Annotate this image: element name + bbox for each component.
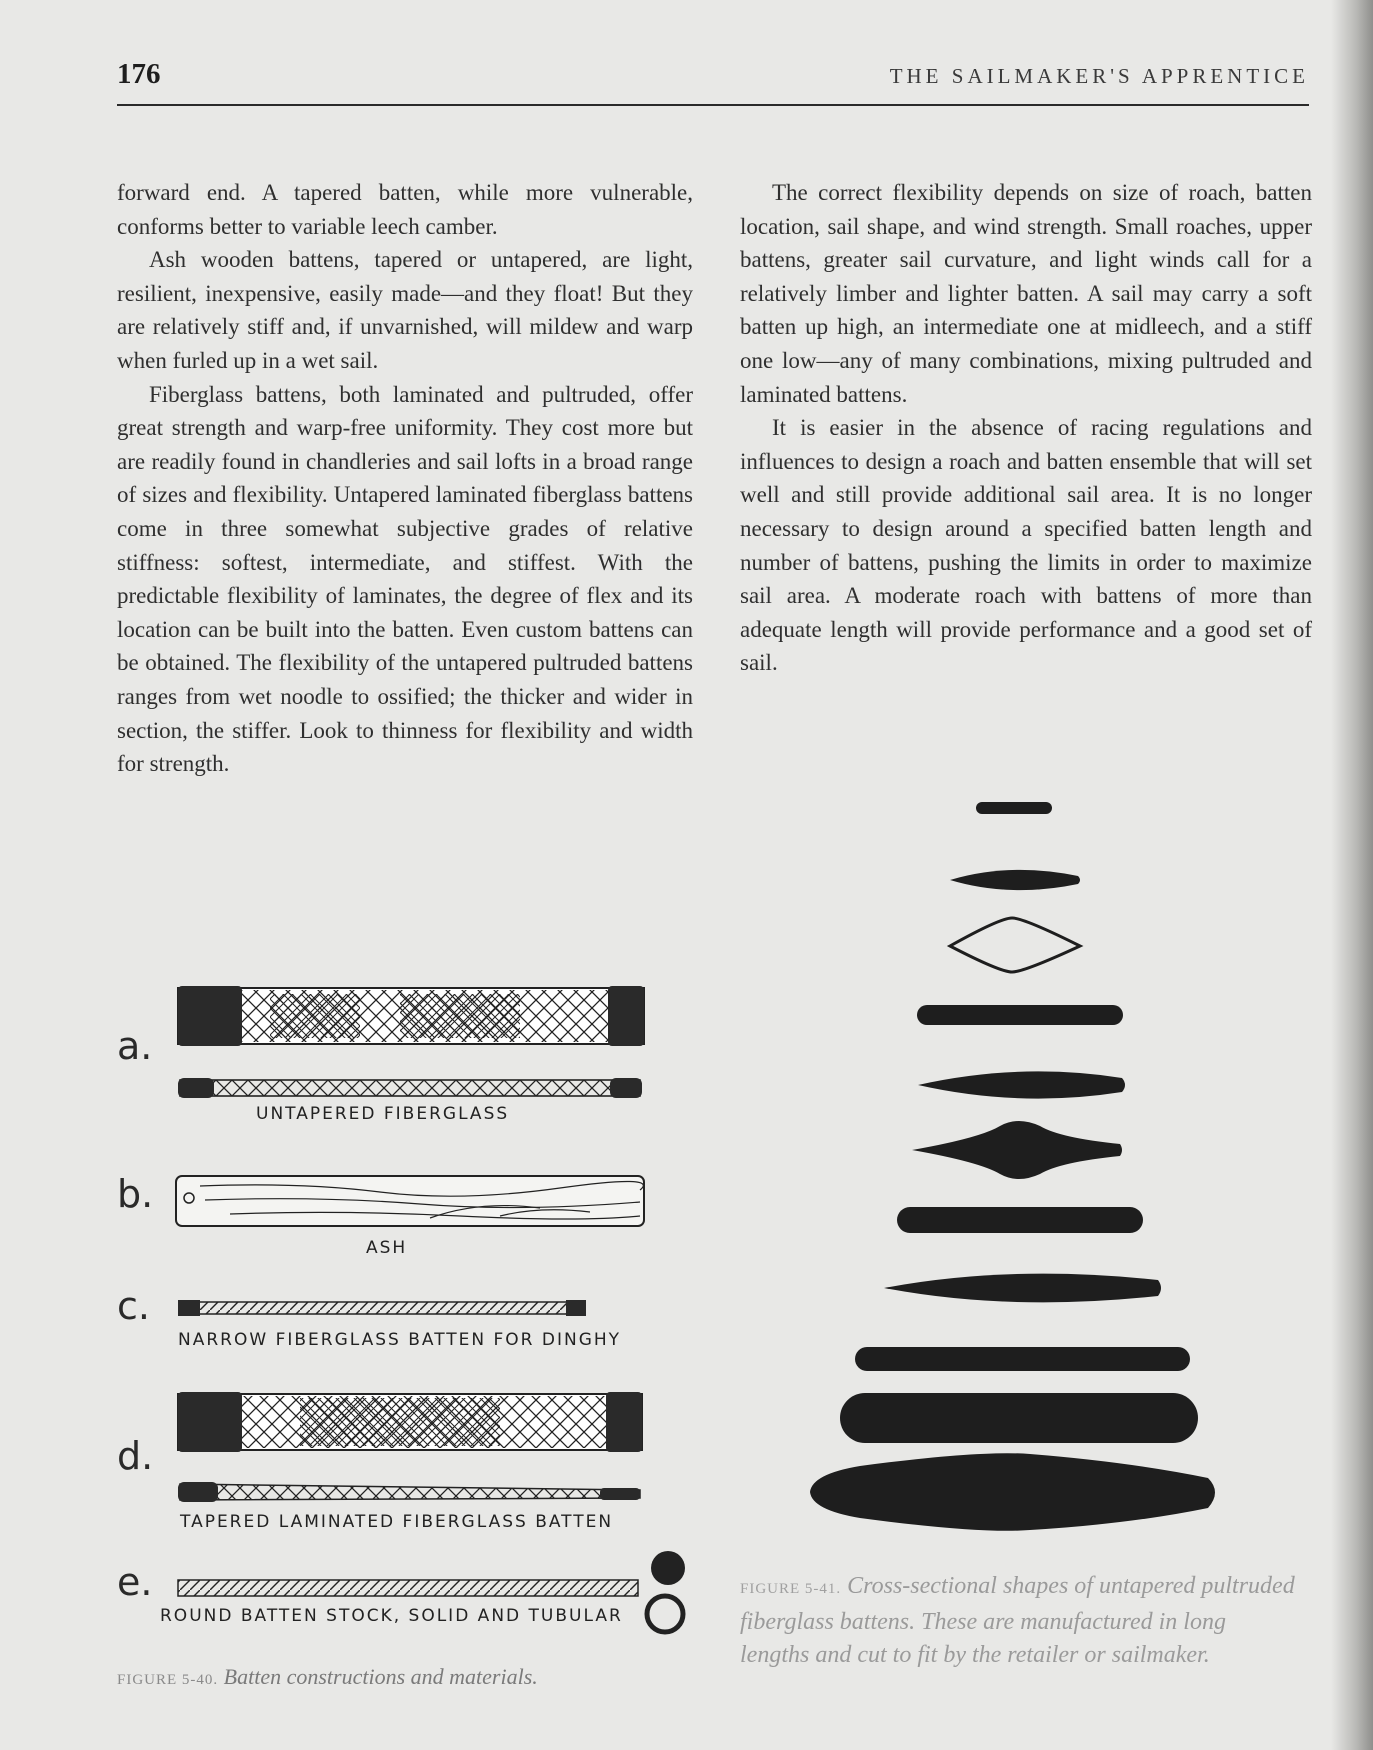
figure-5-40-number: FIGURE 5-40. (117, 1672, 219, 1688)
section-4 (917, 1005, 1123, 1025)
right-paragraph-2: It is easier in the absence of racing regulations and influences to design a roach and batten ensemble that will set well and still provide additional sail area. It is no longer necessary to design around a specified batten length and number of battens, pushing the limits in order to maximize sail area. A moderate roach with battens of more than adequate length will provide performance and a good set of sail. (740, 415, 1312, 676)
section-10 (840, 1393, 1198, 1443)
figure-5-41-number: FIGURE 5-41. (740, 1581, 842, 1597)
figure-caption-e: ROUND BATTEN STOCK, SOLID AND TUBULAR (160, 1606, 623, 1626)
left-paragraph-3: Fiberglass battens, both laminated and pultruded, offer great strength and warp-free uniformity. They cost more but are readily found in chandleries and sail lofts in a broad range of sizes and flexibility. Untapered laminated fiberglass battens come in three somewhat subjective grades of relative stiffness: softest, intermediate, and stiffest. With the predictable flexibility of laminates, the degree of flex and its location can be built into the batten. Even custom battens can be obtained. The flexibility of the untapered pultruded battens ranges from wet noodle to ossified; the thicker and wider in section, the stiffer. Look to thinness for flexibility and width for strength. (117, 381, 693, 777)
figure-label-b: b. (117, 1172, 154, 1216)
section-6 (912, 1121, 1122, 1179)
figure-caption-d: TAPERED LAMINATED FIBERGLASS BATTEN (180, 1512, 614, 1532)
figure-5-41-text: Cross-sectional shapes of untapered pultruded fiberglass battens. These are manufactured in long lengths and cut to fit by the retailer or sailmaker. (740, 1573, 1295, 1668)
section-9 (855, 1347, 1190, 1371)
figure-label-e: e. (117, 1560, 153, 1604)
section-3 (950, 918, 1080, 972)
section-8 (884, 1274, 1161, 1303)
section-7 (897, 1207, 1143, 1233)
figure-label-d: d. (117, 1434, 154, 1478)
right-paragraph-1: The correct flexibility depends on size of roach, batten location, sail shape, and wind strength. Small roaches, upper battens, greater sail curvature, and light winds call for a relatively limber and lighter batten. A sail may carry a soft batten up high, an intermediate one at midleech, and a stiff one low—any of many combinations, mixing pultruded and laminated battens. (740, 180, 1312, 407)
figure-5-41-caption (740, 1570, 1300, 1672)
running-head: THE SAILMAKER'S APPRENTICE (889, 64, 1309, 88)
left-paragraph-1: forward end. A tapered batten, while more vulnerable, conforms better to variable leech camber. (117, 180, 693, 239)
section-1 (976, 802, 1052, 814)
figure-label-a: a. (117, 1024, 153, 1068)
section-11 (810, 1453, 1215, 1531)
page-number: 176 (117, 58, 161, 90)
left-paragraph-2: Ash wooden battens, tapered or untapered, are light, resilient, inexpensive, easily made—and they float! But they are relatively stiff and, if unvarnished, will mildew and warp when furled up in a wet sail. (117, 247, 693, 373)
section-5 (918, 1071, 1125, 1098)
figure-caption-b: ASH (366, 1238, 408, 1258)
figure-label-c: c. (117, 1284, 150, 1328)
section-2 (950, 870, 1080, 890)
figure-caption-c: NARROW FIBERGLASS BATTEN FOR DINGHY (178, 1330, 622, 1350)
figure-5-40-text: Batten constructions and materials. (223, 1664, 538, 1689)
figure-caption-a: UNTAPERED FIBERGLASS (256, 1104, 510, 1124)
